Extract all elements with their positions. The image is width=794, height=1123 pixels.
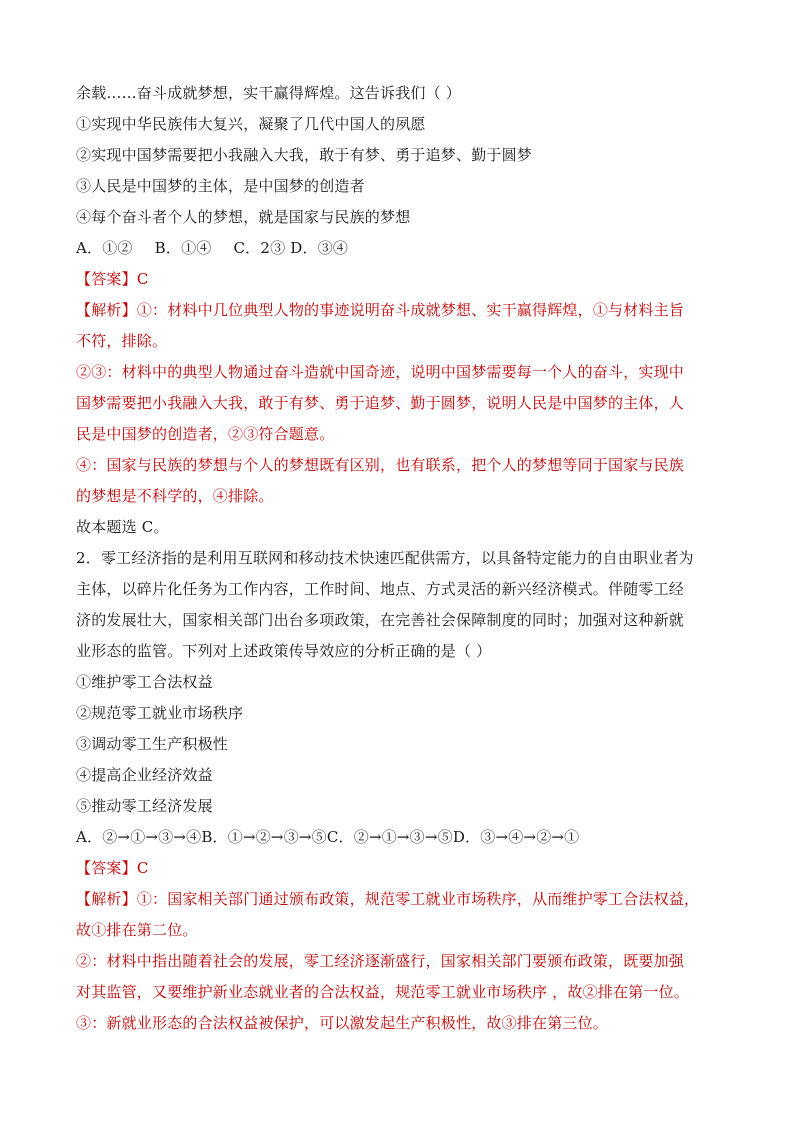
q2-stem-line-4: 业形态的监管。下列对上述政策传导效应的分析正确的是（ ） [76, 642, 492, 660]
q1-answer [76, 264, 726, 295]
q2-analysis-line-3: ②：材料中指出随着社会的发展，零工经济逐渐盛行，国家相关部门要颁布政策，既要加强 [76, 952, 685, 970]
q1-choices [76, 233, 726, 264]
q1-choice-d: D．③④ [290, 239, 349, 257]
q1-analysis-line-7: 的梦想是不科学的，④排除。 [76, 487, 274, 505]
q1-option-3: ③人民是中国梦的主体，是中国梦的创造者 [76, 177, 365, 195]
q2-analysis-line-4: 对其监管，又要维护新业态就业者的合法权益，规范零工就业市场秩序 ，故②排在第一位。 [76, 983, 689, 1001]
q1-option-1: ①实现中华民族伟大复兴，凝聚了几代中国人的夙愿 [76, 115, 426, 133]
q2-option-2: ②规范零工就业市场秩序 [76, 704, 244, 722]
q1-analysis-line-2: 不符，排除。 [76, 332, 168, 350]
q2-answer [76, 853, 726, 884]
q2-stem-line-1: 2．零工经济指的是利用互联网和移动技术快速匹配供需方，以具备特定能力的自由职业者为 [76, 549, 694, 567]
q2-stem-line-2: 主体，以碎片化任务为工作内容，工作时间、地点、方式灵活的新兴经济模式。伴随零工经 [76, 580, 685, 598]
analysis-text: ①：材料中几位典型人物的事迹说明奋斗成就梦想、实干赢得辉煌，①与材料主旨 [136, 301, 685, 319]
document-page [76, 78, 726, 1039]
analysis-tag: 【解析】 [76, 301, 137, 319]
q2-analysis-line-5: ③：新就业形态的合法权益被保护，可以激发起生产积极性，故③排在第三位。 [76, 1014, 609, 1032]
q2-stem-line-3: 济的发展壮大，国家相关部门出台多项政策，在完善社会保障制度的同时；加强对这种新就 [76, 611, 685, 629]
analysis-text: ①：国家相关部门通过颁布政策，规范零工就业市场秩序，从而维护零工合法权益， [136, 890, 700, 908]
q2-option-1: ①维护零工合法权益 [76, 673, 213, 691]
q1-option-2: ②实现中国梦需要把小我融入大我，敢于有梦、勇于追梦、勤于圆梦 [76, 146, 533, 164]
q1-choice-a: A．①② [76, 239, 133, 257]
q2-analysis-line-2: 故①排在第二位。 [76, 921, 198, 939]
q1-stem-tail: 余载……奋斗成就梦想，实干赢得辉煌。这告诉我们（ ） [76, 84, 461, 102]
q1-analysis-line-5: 民是中国梦的创造者，②③符合题意。 [76, 425, 335, 443]
q2-analysis-line-1 [76, 884, 726, 915]
q1-analysis-line-4: 国梦需要把小我融入大我，敢于有梦、勇于追梦、勤于圆梦，说明人民是中国梦的主体，人 [76, 394, 685, 412]
answer-tag: 【答案】 [76, 270, 137, 288]
q2-option-4: ④提高企业经济效益 [76, 766, 213, 784]
analysis-tag: 【解析】 [76, 890, 137, 908]
q1-choice-b: B．①④ [154, 239, 212, 257]
q1-analysis-line-3: ②③：材料中的典型人物通过奋斗造就中国奇迹，说明中国梦需要每一个人的奋斗，实现中 [76, 363, 685, 381]
answer-tag: 【答案】 [76, 859, 137, 877]
q2-choices: A．②→①→③→④B．①→②→③→⑤C．②→①→③→⑤D．③→④→②→① [76, 828, 580, 846]
answer-value: C [136, 270, 149, 288]
answer-value: C [136, 859, 149, 877]
q1-analysis-line-6: ④：国家与民族的梦想与个人的梦想既有区别，也有联系，把个人的梦想等同于国家与民族 [76, 456, 685, 474]
q2-option-3: ③调动零工生产积极性 [76, 735, 229, 753]
q1-option-4: ④每个奋斗者个人的梦想，就是国家与民族的梦想 [76, 208, 411, 226]
q2-option-5: ⑤推动零工经济发展 [76, 797, 213, 815]
q1-choice-c: C．2③ [233, 239, 286, 257]
q1-analysis-line-1 [76, 295, 726, 326]
q1-conclusion: 故本题选 C。 [76, 518, 169, 536]
